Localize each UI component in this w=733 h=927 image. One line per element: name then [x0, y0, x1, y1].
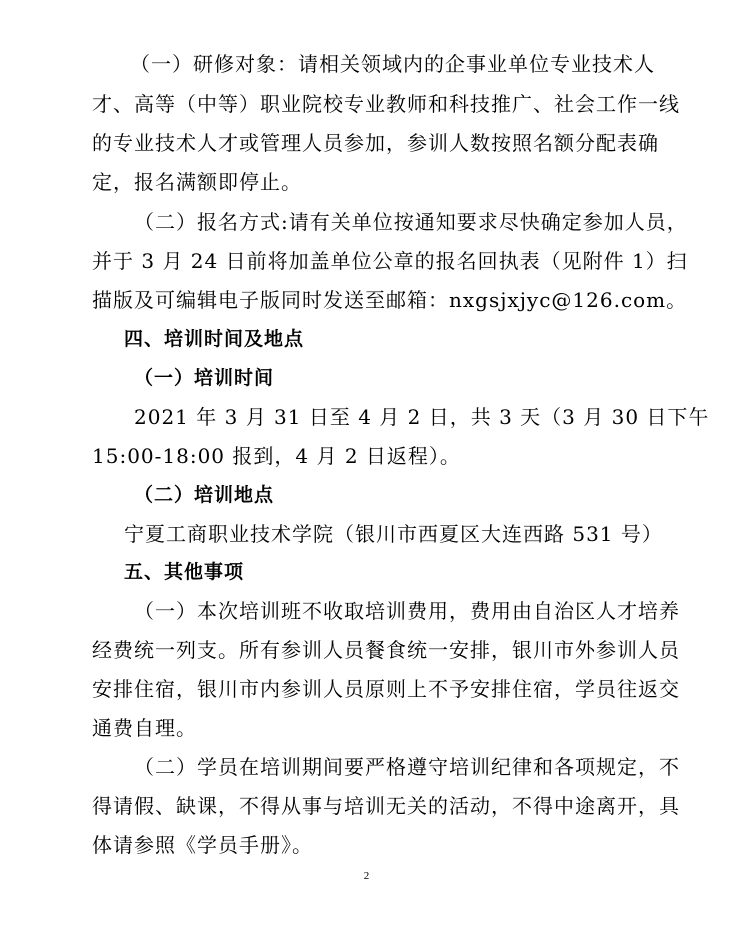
target-paragraph-line-4: 定，报名满额即停止。 — [92, 170, 302, 194]
training-place-line-1: 宁夏工商职业技术学院（银川市西夏区大连西路 531 号） — [124, 522, 663, 546]
target-text-1: 请相关领域内的企事业单位专业技术人 — [298, 52, 655, 76]
target-paragraph-line-1 — [0, 50, 733, 78]
target-label: （一）研修对象： — [130, 52, 298, 76]
training-time-line-1: 2021 年 3 月 31 日至 4 月 2 日，共 3 天（3 月 30 日下午 — [134, 405, 710, 429]
training-time-line-2: 15:00-18:00 报到，4 月 2 日返程）。 — [92, 444, 461, 468]
other-item-2-line-2: 得请假、缺课，不得从事与培训无关的活动，不得中途离开，具 — [92, 794, 680, 818]
method-paragraph-line-1 — [0, 208, 733, 236]
page-number: 2 — [363, 870, 370, 882]
other-item-1-line-2: 经费统一列支。所有参训人员餐食统一安排，银川市外参训人员 — [92, 638, 680, 662]
training-place-heading: （二）培训地点 — [134, 484, 275, 506]
training-time-heading: （一）培训时间 — [134, 367, 275, 389]
method-paragraph-line-2: 并于 3 月 24 日前将加盖单位公章的报名回执表（见附件 1）扫 — [92, 249, 688, 273]
target-paragraph-line-3: 的专业技术人才或管理人员参加，参训人数按照名额分配表确 — [92, 131, 659, 155]
other-item-2-line-1: （二）学员在培训期间要严格遵守培训纪律和各项规定，不 — [134, 755, 680, 779]
target-paragraph-line-2: 才、高等（中等）职业院校专业教师和科技推广、社会工作一线 — [92, 92, 680, 116]
section-4-heading: 四、培训时间及地点 — [124, 328, 305, 350]
method-label: （二）报名方式: — [134, 210, 289, 234]
method-paragraph-line-3: 描版及可编辑电子版同时发送至邮箱：nxgsjxjyc@126.com。 — [92, 288, 688, 312]
other-item-1-line-4: 通费自理。 — [92, 716, 197, 740]
section-5-heading: 五、其他事项 — [124, 561, 245, 583]
other-item-2-line-3: 体请参照《学员手册》。 — [92, 833, 313, 857]
method-text-1: 请有关单位按通知要求尽快确定参加人员， — [288, 210, 688, 234]
other-item-1-line-3: 安排住宿，银川市内参训人员原则上不予安排住宿，学员往返交 — [92, 677, 680, 701]
other-item-1-line-1: （一）本次培训班不收取培训费用，费用由自治区人才培养 — [134, 599, 680, 623]
